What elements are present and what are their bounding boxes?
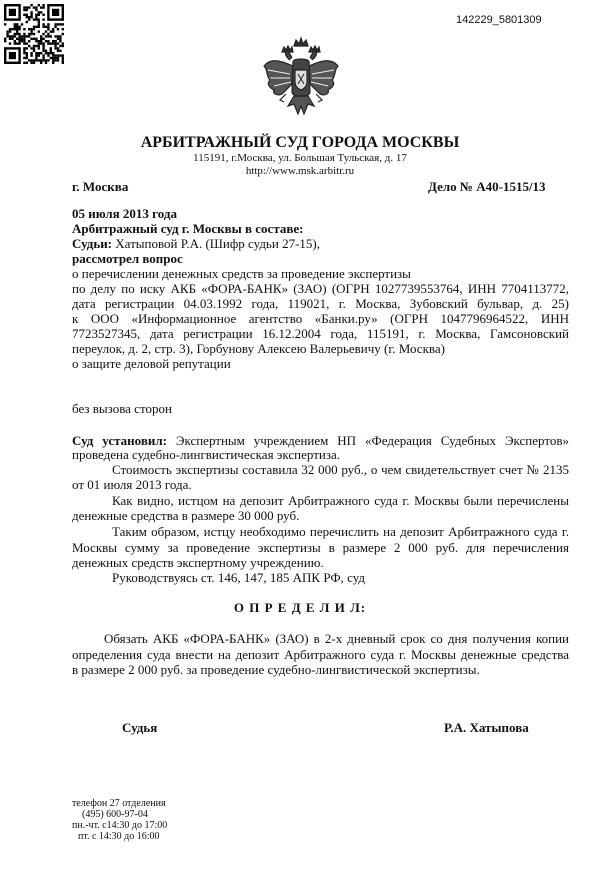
decision-line: определения суда внести на депозит Арбитражного суда г. Москвы денежные средства [72,647,569,662]
considered-heading: рассмотрел вопрос [72,251,183,266]
decision-line: в размере 2 000 руб. за проведение судебно-лингвистической экспертизы. [72,662,480,677]
issue-line: о защите деловой репутации [72,356,231,371]
signature-label: Судья [122,720,158,735]
court-composition: Арбитражный суд г. Москвы в составе: [72,221,304,236]
decision-date: 05 июля 2013 года [72,206,177,221]
qr-code [4,4,64,64]
court-website: http://www.msk.arbitr.ru [245,165,355,177]
established-text: Экспертным учреждением НП «Федерация Судебных Экспертов» [166,433,569,448]
issue-line: к ООО «Информационное агентство «Банки.ру» (ОГРН 1047796964522, ИНН [72,311,569,326]
issue-line: 7723527345, дата регистрации 16.12.2004 года, 115191, г. Москва, Гамсоновский [72,326,569,341]
coat-of-arms-emblem [260,36,342,128]
issue-line: переулок, д. 2, стр. 3), Горбунову Алексею Валерьевичу (г. Москва) [72,341,445,356]
city: г. Москва [72,179,129,194]
footer-phone-number: (495) 600-97-04 [82,809,148,820]
issue-line: дата регистрации 04.03.1992 года, 119021, г. Москва, Зубовский бульвар, д. 25) [72,296,569,311]
body-line: денежные средства в размере 30 000 руб. [72,508,300,523]
footer-phone-label: телефон 27 отделения [72,798,166,809]
body-line: от 01 июля 2013 года. [72,477,192,492]
issue-line: по делу по иску АКБ «ФОРА-БАНК» (ЗАО) (ОГРН 1027739553764, ИНН 7704113772, [72,281,569,296]
body-line: Таким образом, истцу необходимо перечислить на депозит Арбитражного суда г. [112,524,569,539]
judge-signature-name: Р.А. Хатыпова [444,720,529,735]
body-line: Стоимость экспертизы составила 32 000 руб., о чем свидетельствует счет № 2135 [112,462,569,477]
case-number: Дело № А40-1515/13 [428,179,546,194]
decision-heading: О П Р Е Д Е Л И Л: [233,600,367,615]
body-line: Как видно, истцом на депозит Арбитражного суда г. Москвы были перечислены [112,493,569,508]
body-line: денежных средств экспертному учреждению. [72,555,324,570]
established-label: Суд установил: [72,433,167,448]
body-line: проведена судебно-лингвистическая экспертиза. [72,447,340,462]
issue-line: о перечислении денежных средств за проведение экспертизы [72,266,411,281]
judge-line [72,236,320,252]
judge-label: Судьи: [72,236,113,251]
body-line: Руководствуясь ст. 146, 147, 185 АПК РФ, суд [112,570,366,585]
court-address: 115191, г.Москва, ул. Большая Тульская, д. 17 [193,152,407,164]
decision-line: Обязать АКБ «ФОРА-БАНК» (ЗАО) в 2-х дневный срок со дня получения копии [104,631,569,646]
judge-text: Хатыповой Р.А. (Шифр судьи 27-15), [112,236,320,251]
no-parties-note: без вызова сторон [72,401,172,416]
court-name: АРБИТРАЖНЫЙ СУД ГОРОДА МОСКВЫ [140,134,460,151]
footer-hours-mon-thu: пн.-чт. с14:30 до 17:00 [72,820,168,831]
document-id: 142229_5801309 [456,14,542,26]
body-line: Москвы сумму за проведение экспертизы в размере 2 000 руб. для перечисления [72,540,569,555]
footer-hours-fri: пт. с 14:30 до 16:00 [78,831,160,842]
